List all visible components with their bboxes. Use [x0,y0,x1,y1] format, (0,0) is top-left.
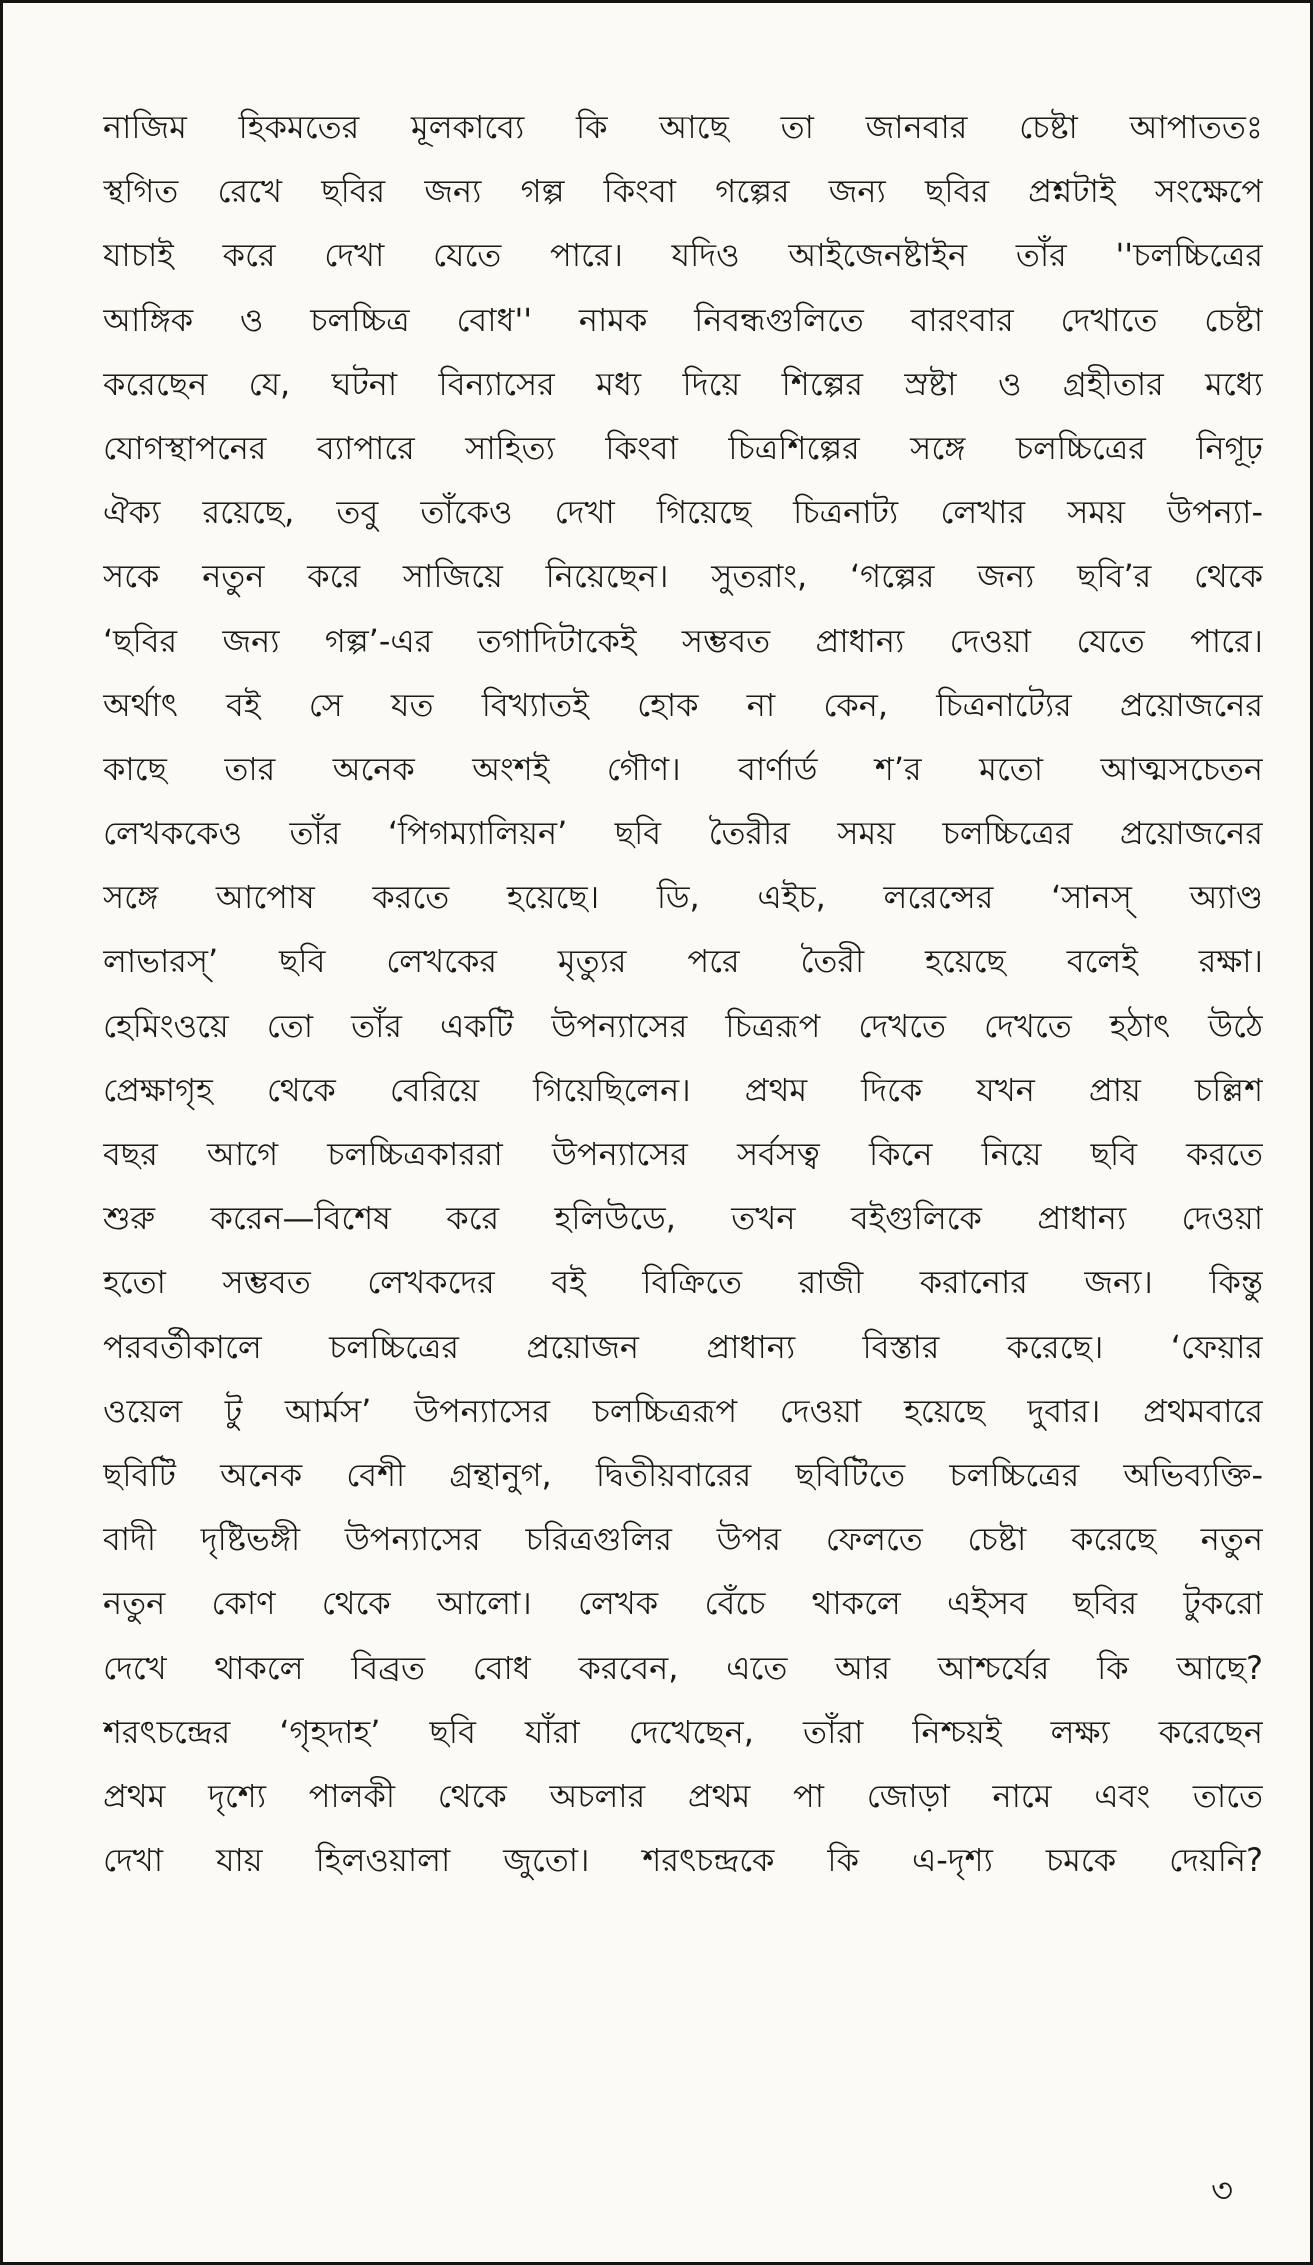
body-text [103,95,1263,1892]
text-line: অর্থাৎ বই সে যত বিখ্যাতই হোক না কেন, চিত্রনাট্যের প্রয়োজনের [103,685,1263,724]
text-line: যোগস্থাপনের ব্যাপারে সাহিত্য কিংবা চিত্রশিল্পের সঙ্গে চলচ্চিত্রের নিগূঢ় [103,428,1263,467]
text-line: সঙ্গে আপোষ করতে হয়েছে। ডি, এইচ, লরেন্সের ‘সানস্ অ্যাণ্ড [103,878,1263,917]
text-line: বাদী দৃষ্টিভঙ্গী উপন্যাসের চরিত্রগুলির উপর ফেলতে চেষ্টা করেছে নতুন [103,1520,1263,1559]
text-line: লাভারস্’ ছবি লেখকের মৃত্যুর পরে তৈরী হয়েছে বলেই রক্ষা। [103,942,1263,981]
text-line: পরবর্তীকালে চলচ্চিত্রের প্রয়োজন প্রাধান্য বিস্তার করেছে। ‘ফেয়ার [103,1327,1263,1366]
text-line: শুরু করেন—বিশেষ করে হলিউডে, তখন বইগুলিকে প্রাধান্য দেওয়া [103,1199,1263,1238]
text-line: প্রেক্ষাগৃহ থেকে বেরিয়ে গিয়েছিলেন। প্রথম দিকে যখন প্রায় চল্লিশ [103,1070,1263,1109]
text-line: নতুন কোণ থেকে আলো। লেখক বেঁচে থাকলে এইসব ছবির টুকরো [103,1584,1263,1623]
text-line: প্রথম দৃশ্যে পালকী থেকে অচলার প্রথম পা জোড়া নামে এবং তাতে [103,1776,1263,1815]
text-line: হতো সম্ভবত লেখকদের বই বিক্রিতে রাজী করানোর জন্য। কিন্তু [103,1263,1263,1302]
text-line: করেছেন যে, ঘটনা বিন্যাসের মধ্য দিয়ে শিল্পের স্রষ্টা ও গ্রহীতার মধ্যে [103,364,1263,403]
text-line: ওয়েল টু আর্মস’ উপন্যাসের চলচ্চিত্ররূপ দেওয়া হয়েছে দুবার। প্রথমবারে [103,1391,1263,1430]
text-line: লেখককেও তাঁর ‘পিগম্যালিয়ন’ ছবি তৈরীর সময় চলচ্চিত্রের প্রয়োজনের [103,814,1263,853]
text-line: ‘ছবির জন্য গল্প’-এর তগাদিটাকেই সম্ভবত প্রাধান্য দেওয়া যেতে পারে। [103,621,1263,660]
text-line: সকে নতুন করে সাজিয়ে নিয়েছেন। সুতরাং, ‘গল্পের জন্য ছবি’র থেকে [103,557,1263,596]
text-line: বছর আগে চলচ্চিত্রকাররা উপন্যাসের সর্বসত্ব কিনে নিয়ে ছবি করতে [103,1135,1263,1173]
text-line: ছবিটি অনেক বেশী গ্রন্থানুগ, দ্বিতীয়বারের ছবিটিতে চলচ্চিত্রের অভিব্যক্তি- [103,1455,1263,1494]
page-number: ৩ [1211,2171,1234,2211]
text-line: যাচাই করে দেখা যেতে পারে। যদিও আইজেনষ্টাইন তাঁর ''চলচ্চিত্রের [103,236,1263,275]
text-line: দেখা যায় হিলওয়ালা জুতো। শরৎচন্দ্রকে কি এ-দৃশ্য চমকে দেয়নি? [103,1841,1263,1880]
text-line: শরৎচন্দ্রের ‘গৃহদাহ’ ছবি যাঁরা দেখেছেন, তাঁরা নিশ্চয়ই লক্ষ্য করেছেন [103,1712,1263,1751]
text-line: ঐক্য রয়েছে, তবু তাঁকেও দেখা গিয়েছে চিত্রনাট্য লেখার সময় উপন্যা- [103,493,1263,532]
text-line: দেখে থাকলে বিব্রত বোধ করবেন, এতে আর আশ্চর্যের কি আছে? [103,1648,1263,1687]
text-line: কাছে তার অনেক অংশই গৌণ। বার্ণার্ড শ’র মতো আত্মসচেতন [103,749,1263,788]
text-line: স্থগিত রেখে ছবির জন্য গল্প কিংবা গল্পের জন্য ছবির প্রশ্নটাই সংক্ষেপে [103,172,1263,211]
text-line: হেমিংওয়ে তো তাঁর একটি উপন্যাসের চিত্ররূপ দেখতে দেখতে হঠাৎ উঠে [103,1006,1263,1045]
text-line: নাজিম হিকমতের মূলকাব্যে কি আছে তা জানবার চেষ্টা আপাততঃ [103,108,1263,146]
text-line: আঙ্গিক ও চলচ্চিত্র বোধ'' নামক নিবন্ধগুলিতে বারংবার দেখাতে চেষ্টা [103,300,1263,339]
